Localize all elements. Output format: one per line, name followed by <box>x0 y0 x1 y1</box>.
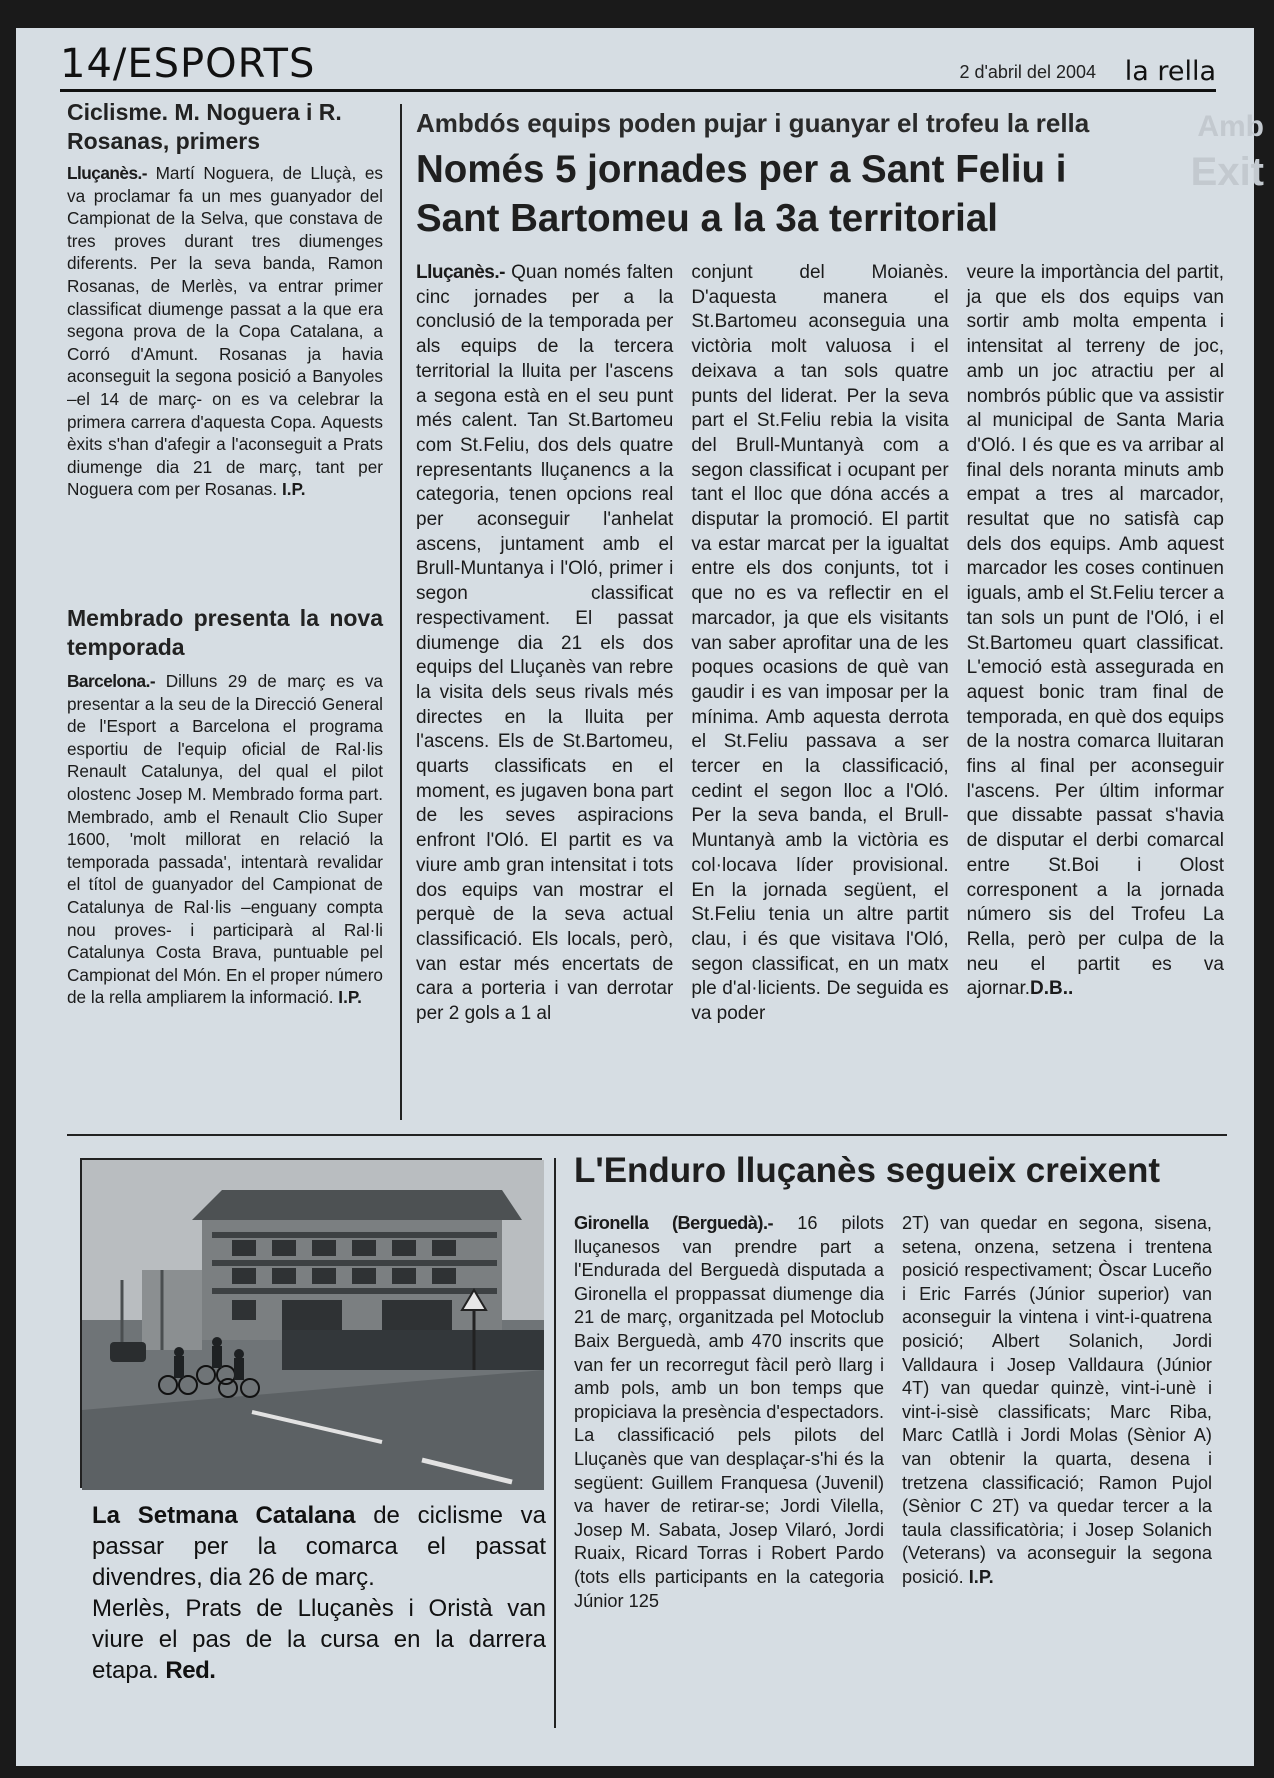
newspaper-page <box>16 28 1264 1766</box>
author-signature: I.P. <box>281 479 306 500</box>
author-signature: D.B.. <box>1030 978 1074 1000</box>
article-kicker: Ambdós equips poden pujar i guanyar el trofeu la rella <box>416 108 1090 138</box>
dateline: Barcelona.- <box>67 671 156 691</box>
article-text: 16 pilots lluçanesos van prendre part a l'Endurada del Berguedà disputada a Gironella el proppassat diumenge dia 21 de març, organitzada pel Motoclub Baix Berguedà, amb 470 inscrits que van fer un recorregut fàcil però llarg i amb pols, amb un bon temps que propiciava la presència d'espectadors. La classificació pels pilots del Lluçanès que van desplaçar-s'hi és la següent: Guillem Franquesa (Juvenil) va haver de retirar-se; Jordi Vilella, Josep M. Sabata, Josep Vilaró, Jordi Ruaix, Ricard Torras i Robert Pardo (tots ells participants en la categoria Júnior 125 <box>574 1213 885 1611</box>
article-column-3 <box>967 261 1224 1027</box>
caption-text-2: Merlès, Prats de Lluçanès i Oristà van viure el pas de la cursa en la darrera etapa. <box>92 1595 546 1684</box>
article-body <box>67 670 383 1009</box>
dateline: Lluçanès.- <box>67 163 148 183</box>
football-article <box>416 106 1236 1027</box>
rally-article <box>67 604 383 1009</box>
cycling-article <box>67 98 383 501</box>
section-divider <box>67 1134 1227 1136</box>
article-headline: Només 5 jornades per a Sant Feliu i Sant Bartomeu a la 3a territorial <box>416 148 1067 240</box>
section-title: 14/ESPORTS <box>60 41 316 87</box>
article-columns <box>574 1212 1234 1613</box>
bleed-through-text-2: Exit <box>1190 150 1264 194</box>
column-divider <box>400 104 402 1120</box>
author-signature: I.P. <box>968 1566 994 1587</box>
article-column-1 <box>416 261 673 1027</box>
column-divider <box>554 1158 556 1728</box>
author-signature: I.P. <box>338 987 362 1008</box>
article-body <box>67 162 383 501</box>
article-text: veure la importància del partit, ja que els dos equips van sortir amb molta empenta i intensitat al terreny de joc, amb un joc atractiu per al nombrós públic que va assistir al municipal de Santa Maria d'Oló. I és que es va arribar al final dels noranta minuts amb empat a tres al marcador, resultat que no satisfà cap dels dos equips. Amb aquest marcador les coses continuen iguals, amb el St.Feliu tercer a tan sols un punt de l'Oló, i el St.Bartomeu quart classificat. L'emoció està assegurada en aquest bonic tram final de temporada, en què dos equips de la nostra comarca lluitaran fins al final per aconseguir l'ascens. Per últim informar que dissabte passat s'havia de disputar el derbi comarcal entre St.Boi i Olost corresponent a la jornada número sis del Trofeu La Rella, però per culpa de la neu el partit es va ajornar. <box>966 262 1224 1000</box>
author-signature: Red. <box>165 1657 216 1684</box>
article-headline: L'Enduro lluçanès segueix creixent <box>574 1151 1161 1190</box>
article-column-2 <box>902 1212 1212 1613</box>
caption-text: de ciclisme va passar per la comarca el passat divendres, dia 26 de març. <box>92 1502 546 1591</box>
street-scene-illustration <box>82 1160 544 1490</box>
article-text: Martí Noguera, de Lluçà, es va proclamar fa un mes guanyador del Campionat de la Selva, que constava de tres proves durant tres diumenges diferents. Per la seva banda, Ramon Rosanas, de Merlès, va entrar primer classificat diumenge passat a la que era segona prova de la Copa Catalana, a Corró d'Amunt. Rosanas ja havia aconseguit la segona posició a Banyoles –el 14 de març- on es va celebrar la primera carrera d'aquesta Copa. Aquests èxits s'han d'afegir a l'aconseguit a Prats diumenge dia 21 de març, tant per Noguera com per Rosanas. <box>67 163 383 500</box>
article-columns <box>416 261 1236 1027</box>
article-column-2: conjunt del Moianès. D'aquesta manera el St.Bartomeu aconseguia una victòria molt valuosa i el deixava a tan sols quatre punts del liderat. Per la seva part el St.Feliu rebia la visita del Brull-Muntanyà com a segon classificat i ocupant per tant el lloc que dóna accés a disputar la promoció. El partit va estar marcat per la igualtat entre els dos conjunts, tot i que no es va reflectir en el marcador, ja que els visitants van saber aprofitar una de les poques ocasions de què van gaudir i es van imposar per la mínima. Amb aquesta derrota el St.Feliu passava a ser tercer en la classificació, cedint el segon lloc a l'Oló. Per la seva banda, el Brull-Muntanyà amb la victòria es col·locava líder provisional. En la jornada següent, el St.Feliu tenia un altre partit clau, i és que visitava l'Oló, segon classificat, en un matx ple d'al·licients. De seguida es va poder <box>691 262 949 1025</box>
masthead <box>60 36 1216 92</box>
article-text: Dilluns 29 de març es va presentar a la seu de la Direcció General de l'Esport a Barcelona el programa esportiu de l'equip oficial de Ral·lis Renault Catalunya, del qual el pilot olostenc Josep M. Membrado forma part. Membrado, amb el Renault Clio Super 1600, 'molt millorat en relació la temporada passada', intentarà revalidar el títol de guanyador del Campionat de Catalunya de Ral·lis –enguany compta nou proves- i participarà al Ral·li Catalunya Costa Brava, puntuable pel Campionat del Món. En el proper número de la rella ampliarem la informació. <box>67 671 383 1008</box>
article-column-1 <box>574 1212 884 1613</box>
publication-name: la rella <box>1124 56 1216 87</box>
article-headline: Membrado presenta la nova temporada <box>67 605 383 660</box>
issue-date: 2 d'abril del 2004 <box>959 62 1096 82</box>
article-text: Quan només falten cinc jornades per a la conclusió de la temporada per als equips de la tercera territorial la lluita per l'ascens a segona està en el seu punt més calent. Tan St.Bartomeu com St.Feliu, dos dels quatre representants lluçanencs a la categoria, tenen opcions real per aconseguir l'anhelat ascens, juntament amb el Brull-Muntanya i l'Oló, primer i segon classificat respectivament. El passat diumenge dia 21 els dos equips del Lluçanès van rebre la visita dels seus rivals més directes en la lluita per l'ascens. Els de St.Bartomeu, quarts classificats en el moment, es jugaven bona part de les seves aspiracions enfront l'Oló. El partit es va viure amb gran intensitat i tots dos equips van mostrar el perquè de la seva actual classificació. Els locals, però, van estar més encertats de cara a porteria i van derrotar per 2 gols a 1 al <box>416 262 674 1025</box>
bleed-through-text-1: Amb <box>1197 110 1264 143</box>
enduro-article <box>574 1148 1234 1613</box>
article-headline: Ciclisme. M. Noguera i R. Rosanas, primers <box>67 99 342 154</box>
dateline: Gironella (Berguedà).- <box>574 1213 774 1233</box>
article-text: 2T) van quedar en segona, sisena, setena, onzena, setzena i trentena posició respectivament; Òscar Luceño i Eric Farrés (Júnior superior) van aconseguir la vintena i vint-i-quatrena posició; Albert Solanich, Jordi Valldaura i Josep Valldaura (Júnior 4T) van quedar quinzè, vint-i-unè i vint-i-sisè classificats; Marc Riba, Marc Catllà i Jordi Molas (Sènior A) van obtenir la quarta, desena i tretzena classificació; Ramon Pujol (Sènior C 2T) va quedar tercer a la taula classificatòria; i Josep Solanich (Veterans) va aconseguir la segona posició. <box>902 1213 1212 1587</box>
dateline: Lluçanès.- <box>416 262 505 283</box>
caption-lead: La Setmana Catalana <box>92 1502 356 1529</box>
photo-caption <box>92 1500 546 1686</box>
cycling-race-photo <box>80 1158 542 1488</box>
